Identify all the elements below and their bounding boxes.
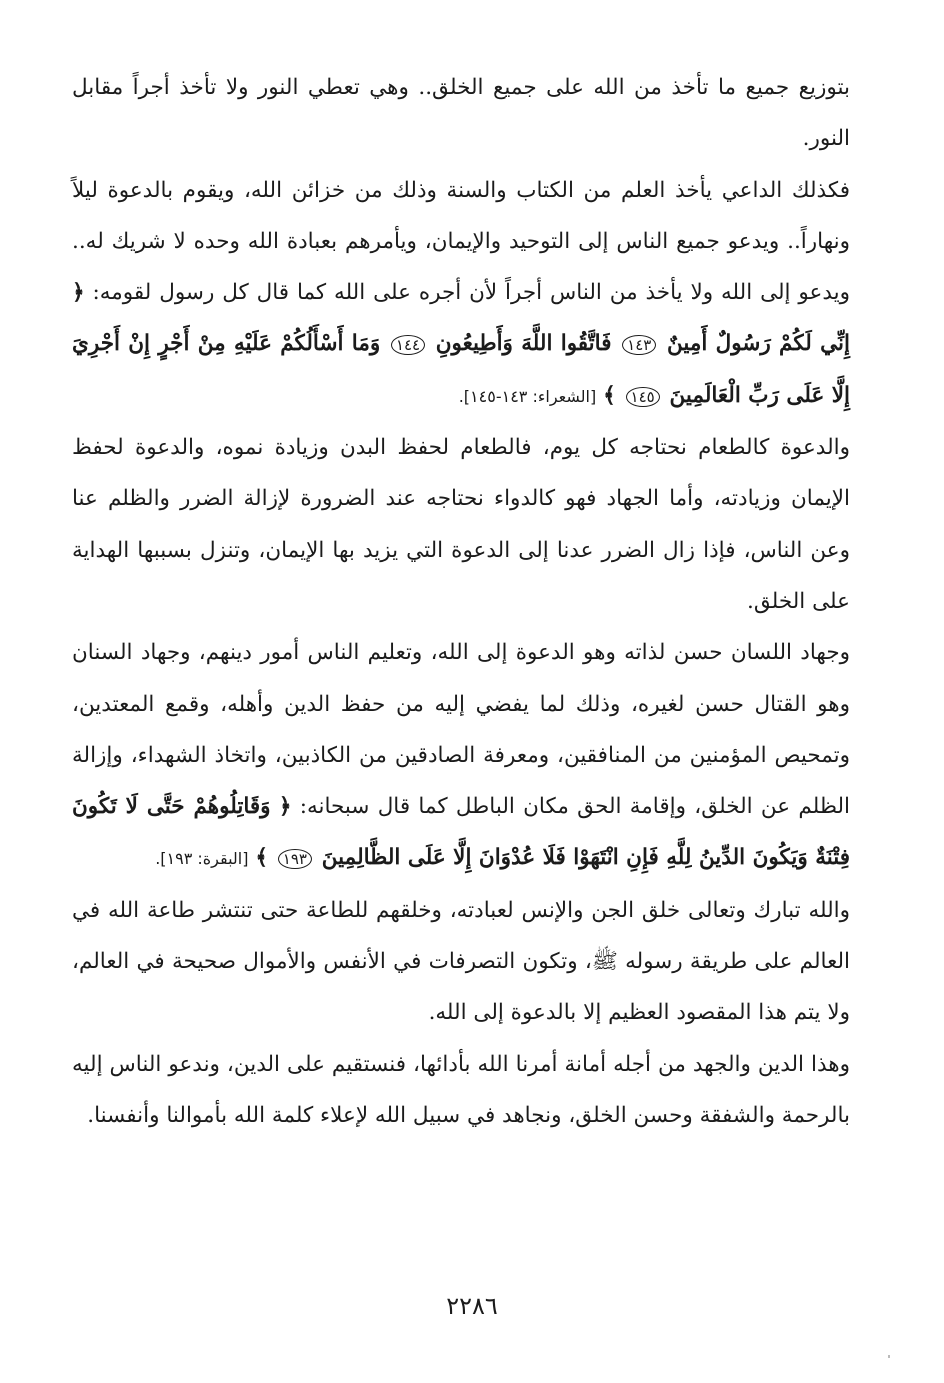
scan-speck (888, 1355, 890, 1358)
paragraph-6 (72, 1039, 850, 1142)
paragraph-text: فكذلك الداعي يأخذ العلم من الكتاب والسنة وذلك من خزائن الله، ويقوم بالدعوة ليلاً ونهاراً.. ويدعو جميع الناس إلى التوحيد والإيمان، ويأمرهم بعبادة الله وحده لا شريك له.. ويدعو إلى الله ولا يأخذ من الناس أجراً لأن أجره على الله كما قال كل رسول لقومه: (72, 177, 850, 306)
quran-reference: [البقرة: ١٩٣]. (155, 849, 249, 869)
body-text (72, 62, 850, 1141)
paragraph-text: بتوزيع جميع ما تأخذ من الله على جميع الخلق.. وهي تعطي النور ولا تأخذ أجراً مقابل النور. (72, 75, 850, 152)
ayah-number: ١٤٥ (626, 387, 660, 407)
quran-verse: إِنِّي لَكُمْ رَسُولٌ أَمِينٌ (666, 331, 850, 357)
ayah-number: ١٤٣ (622, 335, 656, 355)
paragraph-text: وهذا الدين والجهد من أجله أمانة أمرنا الله بأدائها، فنستقيم على الدين، وندعو الناس إليه بالرحمة والشفقة وحسن الخلق، ونجاهد في سبيل الله لإعلاء كلمة الله بأموالنا وأنفسنا. (72, 1051, 850, 1128)
paragraph-2 (72, 165, 850, 422)
quran-open-brace: ﴿ (278, 794, 292, 820)
ayah-number: ١٤٤ (391, 335, 425, 355)
paragraph-text: والدعوة كالطعام نحتاجه كل يوم، فالطعام لحفظ البدن وزيادة نموه، والدعوة لحفظ الإيمان وزيادته، وأما الجهاد فهو كالدواء نحتاجه عند الضرورة لإزالة الضرر والظلم عنا وعن الناس، فإذا زال الضرر عدنا إلى الدعوة التي يزيد بها الإيمان، وتنزل بسببها الهداية على الخلق. (72, 435, 850, 614)
ayah-number: ١٩٣ (278, 849, 312, 869)
quran-close-brace: ﴾ (255, 845, 268, 871)
quran-reference: [الشعراء: ١٤٣-١٤٥]. (458, 386, 597, 406)
quran-verse: فَاتَّقُوا اللَّهَ وَأَطِيعُونِ (435, 331, 612, 357)
quran-verse: وَمَا أَسْأَلُكُمْ عَلَيْهِ مِنْ أَجْرٍ إِنْ أَجْرِيَ إِلَّا عَلَى رَبِّ الْعَالَمِينَ (72, 331, 850, 408)
paragraph-text: وجهاد اللسان حسن لذاته وهو الدعوة إلى الله، وتعليم الناس أمور دينهم، وجهاد السنان وهو القتال حسن لغيره، وذلك لما يفضي إليه من حفظ الدين وأهله، وقمع المعتدين، وتمحيص المؤمنين من المنافقين، ومعرفة الصادقين من الكاذبين، واتخاذ الشهداء، وإزالة الظلم عن الخلق، وإقامة الحق مكان الباطل كما قال سبحانه: (72, 640, 851, 820)
paragraph-1 (72, 62, 850, 165)
paragraph-4 (72, 627, 850, 884)
paragraph-text: والله تبارك وتعالى خلق الجن والإنس لعبادته، وخلقهم للطاعة حتى تنتشر طاعة الله في العالم على طريقة رسوله ﷺ، وتكون التصرفات في الأنفس والأموال صحيحة في العالم، ولا يتم هذا المقصود العظيم إلا بالدعوة إلى الله. (72, 897, 850, 1026)
paragraph-5 (72, 885, 850, 1039)
quran-open-brace: ﴿ (72, 280, 85, 306)
quran-verse: وَقَاتِلُوهُمْ حَتَّى لَا تَكُونَ فِتْنَةٌ وَيَكُونَ الدِّينُ لِلَّهِ فَإِنِ انْتَهَوْا فَلَا عُدْوَانَ إِلَّا عَلَى الظَّالِمِينَ (72, 794, 850, 871)
page-number: ٢٢٨٦ (446, 1292, 498, 1320)
quran-close-brace: ﴾ (603, 382, 616, 408)
paragraph-3 (72, 422, 850, 627)
